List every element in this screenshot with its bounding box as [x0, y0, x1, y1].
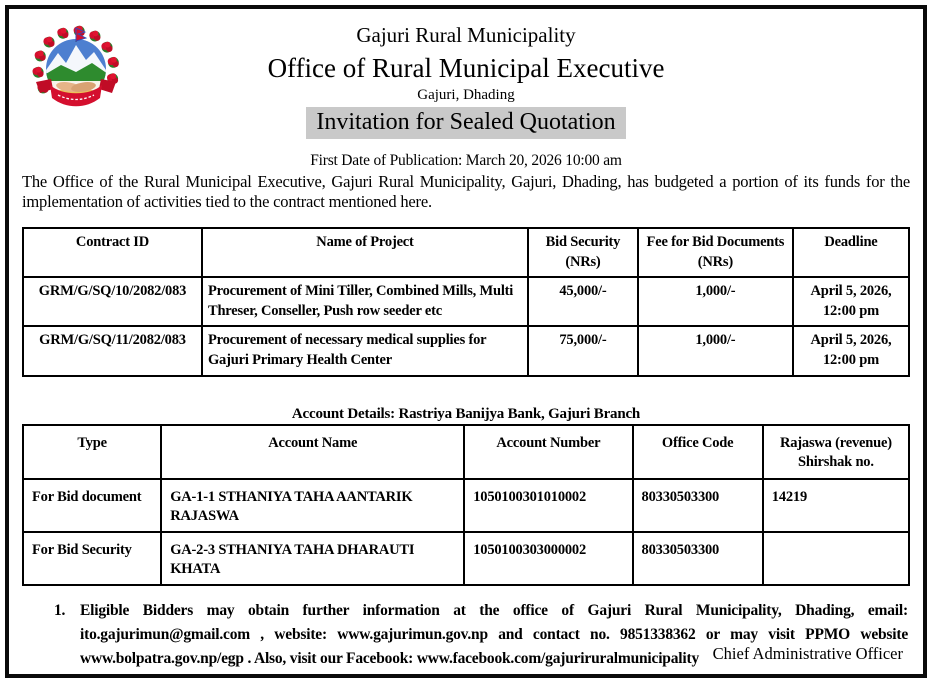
signature-title: Chief Administrative Officer	[712, 644, 903, 663]
bid-security: 45,000/-	[528, 277, 638, 326]
col-account-number: Account Number	[464, 425, 632, 479]
account-type: For Bid document	[23, 479, 161, 532]
account-number: 1050100301010002	[464, 479, 632, 532]
col-bid-security: Bid Security (NRs)	[528, 228, 638, 277]
contracts-header-row	[23, 228, 909, 277]
office-name: Office of Rural Municipal Executive	[267, 53, 665, 84]
project-name: Procurement of Mini Tiller, Combined Mills, Multi Threser, Conseller, Push row seeder etc	[202, 277, 528, 326]
contracts-table	[22, 227, 910, 376]
contract-id: GRM/G/SQ/11/2082/083	[23, 326, 202, 375]
table-row	[23, 326, 909, 375]
municipality-name: Gajuri Rural Municipality	[356, 23, 576, 47]
office-location: Gajuri, Dhading	[417, 87, 515, 104]
document-title-wrap	[22, 107, 910, 139]
col-type: Type	[23, 425, 161, 479]
project-name: Procurement of necessary medical supplies for Gajuri Primary Health Center	[202, 326, 528, 375]
col-contract-id: Contract ID	[23, 228, 202, 277]
rajaswa-number	[763, 532, 909, 585]
table-row	[23, 479, 909, 532]
account-name: GA-1-1 STHANIYA TAHA AANTARIK RAJASWA	[161, 479, 464, 532]
note-number: 1.	[54, 601, 66, 619]
account-number: 1050100303000002	[464, 532, 632, 585]
document-page	[5, 5, 927, 678]
account-table	[22, 424, 910, 586]
nepal-emblem-icon	[24, 25, 128, 125]
nepal-emblem-logo	[24, 25, 128, 125]
fee: 1,000/-	[638, 277, 793, 326]
col-account-name: Account Name	[161, 425, 464, 479]
table-row	[23, 277, 909, 326]
account-details-caption: Account Details: Rastriya Banijya Bank, Gajuri Branch	[291, 405, 641, 422]
office-code: 80330503300	[633, 532, 763, 585]
table-row	[23, 532, 909, 585]
intro-paragraph: The Office of the Rural Municipal Executive, Gajuri Rural Municipality, Gajuri, Dhading, has budgeted a portion of its funds for the implementation of activities tied to the contract mentioned here.	[22, 171, 910, 212]
publication-date: First Date of Publication: March 20, 2026 10:00 am	[310, 151, 622, 169]
note-text: Eligible Bidders may obtain further information at the office of Gajuri Rural Municipality, Dhading, email: ito.gajurimun@gmail.com , website: www.gajurimun.gov.np and contact no. 9851338362 or may visit PPMO website www.bolpatra.gov.np/egp . Also, visit our Facebook: www.facebook.com/gajuriruralmunicipality	[80, 601, 908, 667]
rajaswa-number: 14219	[763, 479, 909, 532]
account-name: GA-2-3 STHANIYA TAHA DHARAUTI KHATA	[161, 532, 464, 585]
account-header-row	[23, 425, 909, 479]
deadline: April 5, 2026, 12:00 pm	[793, 326, 909, 375]
account-type: For Bid Security	[23, 532, 161, 585]
contract-id: GRM/G/SQ/10/2082/083	[23, 277, 202, 326]
col-deadline: Deadline	[793, 228, 909, 277]
deadline: April 5, 2026, 12:00 pm	[793, 277, 909, 326]
col-office-code: Office Code	[633, 425, 763, 479]
fee: 1,000/-	[638, 326, 793, 375]
document-title: Invitation for Sealed Quotation	[306, 107, 625, 139]
col-project-name: Name of Project	[202, 228, 528, 277]
col-rajaswa: Rajaswa (revenue) Shirshak no.	[763, 425, 909, 479]
col-fee: Fee for Bid Documents (NRs)	[638, 228, 793, 277]
document-header	[22, 23, 910, 139]
bid-security: 75,000/-	[528, 326, 638, 375]
office-code: 80330503300	[633, 479, 763, 532]
